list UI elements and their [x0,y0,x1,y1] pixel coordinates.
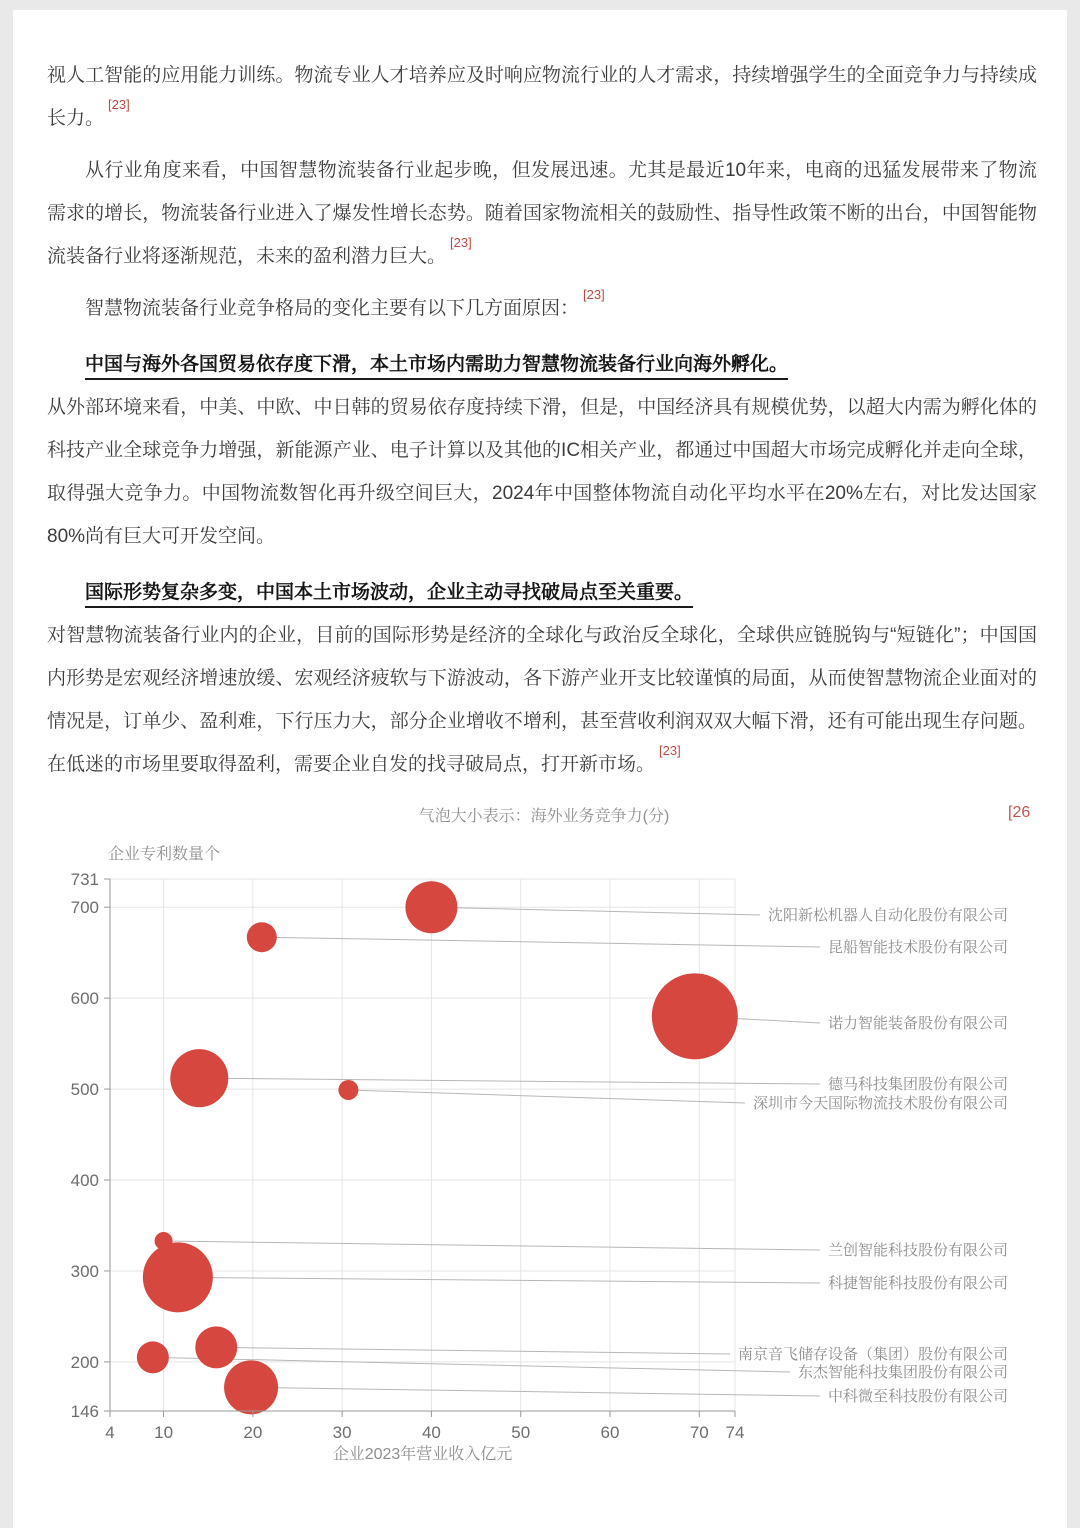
company-label: 沈阳新松机器人自动化股份有限公司 [767,907,1008,924]
x-tick-label: 30 [332,1423,352,1442]
citation-ref-26: [26 [1008,804,1031,821]
label-leader-line [431,907,760,915]
paragraph-4 [47,386,1037,558]
label-leader-line [178,1277,820,1283]
bubble [195,1326,237,1368]
label-leader-line [199,1078,820,1084]
x-tick-label: 60 [600,1423,620,1442]
x-tick-label: 74 [725,1423,745,1442]
x-tick-label: 40 [421,1423,441,1442]
label-leader-line [348,1090,745,1103]
bubble-chart-figure [13,790,1080,1490]
paragraph-3 [47,287,1037,330]
company-label: 南京音飞储存设备（集团）股份有限公司 [737,1346,1008,1363]
x-tick-label: 70 [689,1423,709,1442]
citation-ref-23: [23] [450,234,472,250]
bubble [405,881,457,933]
y-tick-label: 500 [70,1080,99,1100]
y-tick-label: 300 [70,1261,99,1281]
paragraph-text: 从外部环境来看，中美、中欧、中日韩的贸易依存度持续下滑，但是，中国经济具有规模优势，以超大内需为孵化体的科技产业全球竞争力增强，新能源产业、电子计算以及其他的IC相关产业，都通过中国超大市场完成孵化并走向全球，取得强大竞争力。中国物流数智化再升级空间巨大，2024年中国整体物流自动化平均水平在20%左右，对比发达国家80%尚有巨大可开发空间。 [47,397,1037,547]
y-tick-label: 700 [70,898,99,918]
bubble [224,1360,278,1414]
section-heading-1 [47,343,1037,386]
company-label: 昆船智能技术股份有限公司 [827,939,1008,956]
paragraph-text: 对智慧物流装备行业内的企业，目前的国际形势是经济的全球化与政治反全球化，全球供应链脱钩与“短链化”；中国国内形势是宏观经济增速放缓、宏观经济疲软与下游波动，各下游产业开支比较谨慎的局面，从而使智慧物流企业面对的情况是，订单少、盈利难，下行压力大，部分企业增收不增利，甚至营收利润双双大幅下滑，还有可能出现生存问题。在低迷的市场里要取得盈利，需要企业自发的找寻破局点，打开新市场。 [47,625,1037,775]
paragraph-text: 智慧物流装备行业竞争格局的变化主要有以下几方面原因： [85,298,580,319]
citation-ref-23: [23] [583,286,605,302]
company-label: 科捷智能科技股份有限公司 [827,1275,1008,1292]
bubble [338,1080,358,1100]
bubble [143,1242,213,1312]
x-tick-label: 10 [154,1423,174,1442]
heading-text: 中国与海外各国贸易依存度下滑，本土市场内需助力智慧物流装备行业向海外孵化。 [85,354,788,380]
citation-ref-23: [23] [659,742,681,758]
company-label: 中科微至科技股份有限公司 [827,1388,1008,1405]
paragraph-text: 从行业角度来看，中国智慧物流装备行业起步晚，但发展迅速。尤其是最近10年来，电商的迅猛发展带来了物流需求的增长，物流装备行业进入了爆发性增长态势。随着国家物流相关的鼓励性、指导性政策不断的出台，中国智能物流装备行业将逐渐规范，未来的盈利潜力巨大。 [47,160,1037,267]
section-heading-2 [47,571,1037,614]
chart-title: 气泡大小表示：海外业务竞争力(分) [418,808,670,825]
x-axis-title: 企业2023年营业收入亿元 [332,1446,513,1463]
bubble [652,973,738,1059]
x-tick-label: 20 [243,1423,263,1442]
x-tick-label: 50 [511,1423,531,1442]
company-label: 诺力智能装备股份有限公司 [827,1015,1008,1032]
y-tick-label: 200 [70,1352,99,1372]
heading-text: 国际形势复杂多变，中国本土市场波动，企业主动寻找破局点至关重要。 [85,582,693,608]
company-label: 德马科技集团股份有限公司 [827,1076,1008,1093]
document-page [13,10,1067,1528]
paragraph-2 [47,149,1037,278]
bubble-chart [13,790,1080,1490]
label-leader-line [262,937,820,947]
citation-ref-23: [23] [108,96,130,112]
y-tick-label: 146 [70,1402,99,1421]
y-axis-title: 企业专利数量个 [108,846,221,863]
paragraph-text: 视人工智能的应用能力训练。物流专业人才培养应及时响应物流行业的人才需求，持续增强学生的全面竞争力与持续成长力。 [47,65,1037,129]
bubble [137,1341,169,1373]
x-tick-label: 4 [105,1423,115,1442]
company-label: 兰创智能科技股份有限公司 [827,1242,1008,1259]
paragraph-1 [47,54,1037,140]
company-label: 深圳市今天国际物流技术股份有限公司 [752,1095,1008,1112]
paragraph-5 [47,614,1037,786]
article-body [47,10,1037,786]
bubble [247,922,277,952]
bubble [170,1049,228,1107]
company-label: 东杰智能科技集团股份有限公司 [797,1364,1008,1381]
y-tick-label: 400 [70,1171,99,1191]
label-leader-line [164,1241,820,1250]
y-tick-label: 731 [70,870,99,889]
label-leader-line [216,1347,730,1354]
y-tick-label: 600 [70,989,99,1009]
